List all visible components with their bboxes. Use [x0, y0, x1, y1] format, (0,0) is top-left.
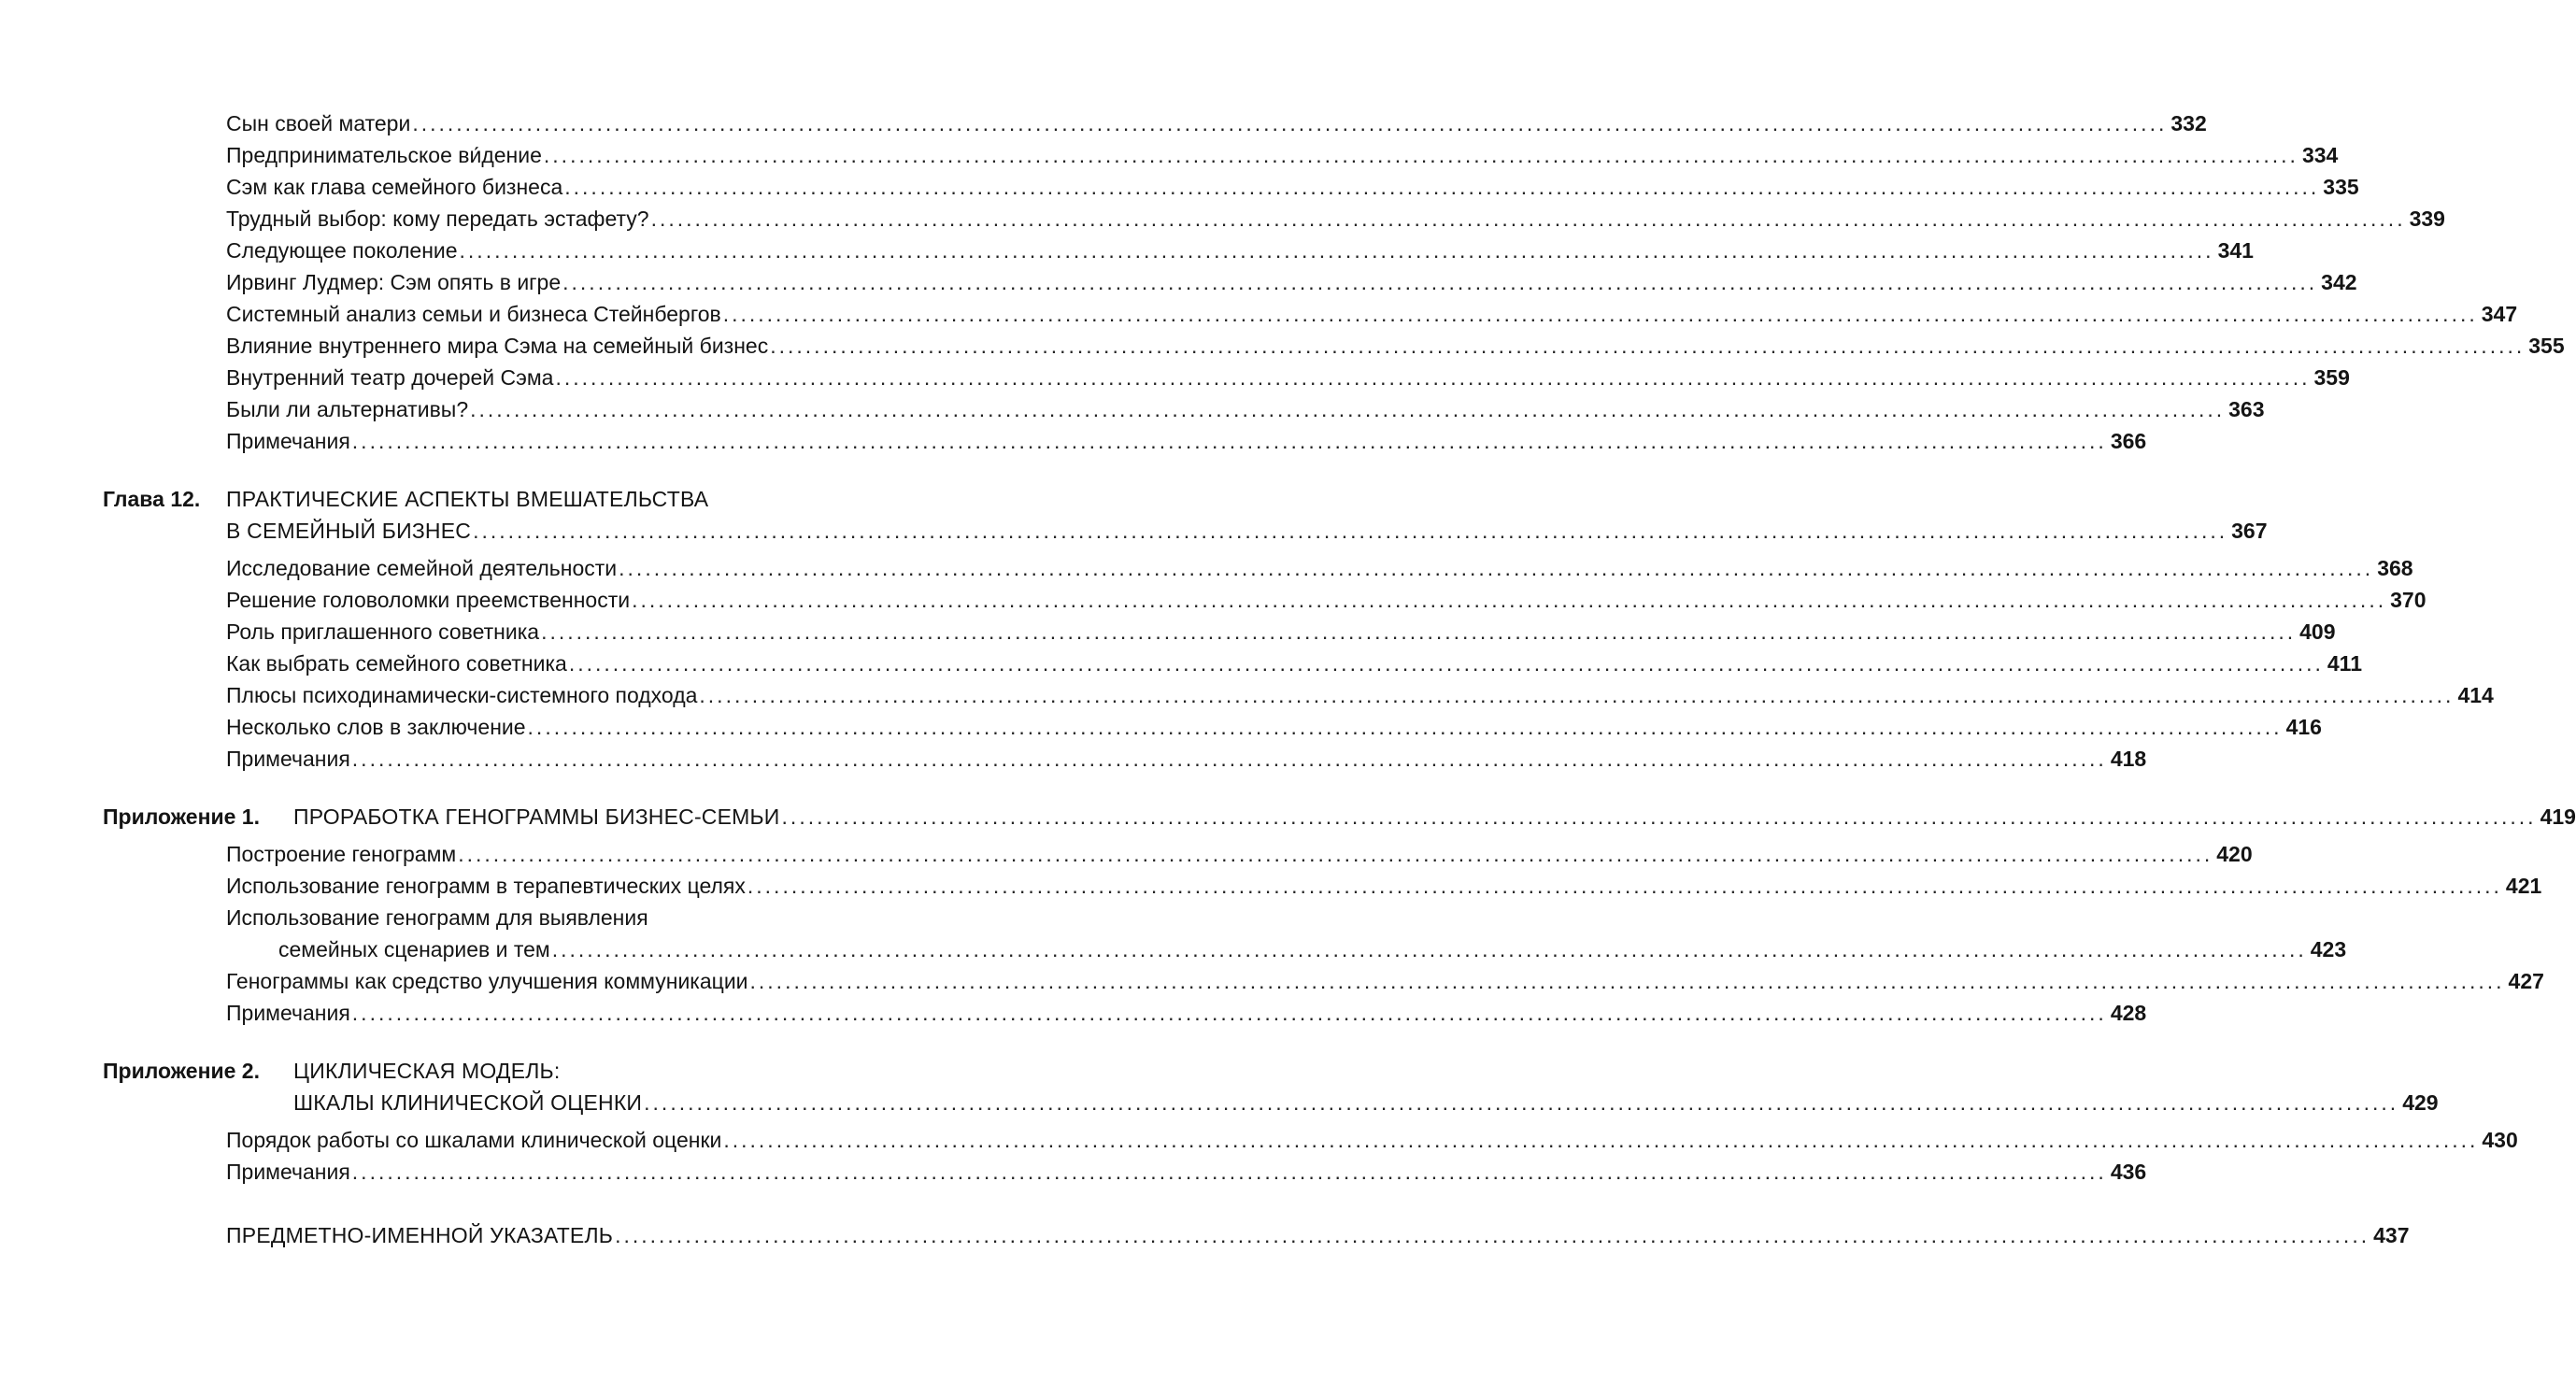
- appendix-heading: ШКАЛЫ КЛИНИЧЕСКОЙ ОЦЕНКИ: [293, 1090, 643, 1115]
- toc-entry-page: 421: [2505, 874, 2542, 898]
- toc-entry-page: 370: [2390, 588, 2427, 612]
- dot-leader: ........................................................................................................................................................................................................: [568, 651, 2324, 676]
- toc-entry: [0, 359, 2350, 391]
- dot-leader: ........................................................................................................................................................................................................: [527, 715, 2283, 739]
- toc-entry-page: 334: [2301, 143, 2339, 167]
- toc-entry-page: 427: [2508, 969, 2544, 993]
- toc-entry-page: 418: [2110, 747, 2147, 771]
- toc-entry-title: Сын своей матери: [226, 111, 411, 135]
- toc-entry-page: 428: [2110, 1001, 2147, 1025]
- appendix-heading: ПРОРАБОТКА ГЕНОГРАММЫ БИЗНЕС-СЕМЬИ: [293, 804, 780, 829]
- appendix-heading: ЦИКЛИЧЕСКАЯ МОДЕЛЬ:: [293, 1059, 561, 1083]
- dot-leader: ........................................................................................................................................................................................................: [351, 429, 2107, 453]
- dot-leader: ........................................................................................................................................................................................................: [650, 206, 2406, 231]
- toc-entry: [0, 200, 2445, 232]
- toc-entry: [0, 867, 2542, 899]
- toc-entry-page: 335: [2323, 175, 2359, 199]
- dot-leader: ........................................................................................................................................................................................................: [555, 365, 2311, 390]
- toc-entry-page: 363: [2228, 397, 2265, 421]
- toc-entry-title: Исследование семейной деятельности: [226, 556, 618, 580]
- dot-leader: ........................................................................................................................................................................................................: [770, 334, 2526, 358]
- toc-entry-page: 359: [2313, 365, 2350, 390]
- toc-entry-page: 416: [2285, 715, 2322, 739]
- toc-entry: [0, 994, 2147, 1026]
- toc-entry: [0, 835, 2253, 867]
- toc-entry-title: Решение головоломки преемственности: [226, 588, 631, 612]
- toc-entry-page: 342: [2321, 270, 2357, 294]
- toc-entry: [0, 232, 2254, 263]
- toc-entry-page: 341: [2217, 238, 2254, 263]
- dot-leader: ........................................................................................................................................................................................................: [412, 111, 2168, 135]
- toc-entry: [0, 422, 2147, 454]
- toc-entry-page: 436: [2110, 1160, 2147, 1184]
- toc-entry-page: 409: [2299, 619, 2336, 644]
- toc-entry: [0, 931, 2347, 962]
- chapter-label: Глава 12.: [103, 487, 201, 511]
- index-heading: ПРЕДМЕТНО-ИМЕННОЙ УКАЗАТЕЛЬ: [226, 1223, 614, 1247]
- toc-entry-title: Как выбрать семейного советника: [226, 651, 567, 676]
- toc-entry: [0, 740, 2147, 772]
- dot-leader: ........................................................................................................................................................................................................: [541, 619, 2297, 644]
- toc-entry-title: Построение генограмм: [226, 842, 457, 866]
- toc-entry: [0, 708, 2322, 740]
- toc-entry-page: 414: [2457, 683, 2494, 707]
- toc-entry-title: Ирвинг Лудмер: Сэм опять в игре: [226, 270, 562, 294]
- index-page: 437: [2373, 1223, 2410, 1247]
- toc-entry-title: Трудный выбор: кому передать эстафету?: [226, 206, 649, 231]
- dot-leader: ........................................................................................................................................................................................................: [722, 302, 2478, 326]
- appendix-label: Приложение 2.: [103, 1059, 260, 1083]
- dot-leader: ........................................................................................................................................................................................................: [747, 874, 2502, 898]
- toc-entry-page: 355: [2528, 334, 2565, 358]
- toc-entry-title: Роль приглашенного советника: [226, 619, 540, 644]
- dot-leader: ........................................................................................................................................................................................................: [562, 270, 2318, 294]
- dot-leader: ........................................................................................................................................................................................................: [351, 1001, 2107, 1025]
- toc-entry-title: Примечания: [226, 429, 350, 453]
- chapter-heading: В СЕМЕЙНЫЙ БИЗНЕС: [226, 519, 472, 543]
- toc-entry: [0, 613, 2336, 645]
- toc-entry-title: Генограммы как средство улучшения коммуникации: [226, 969, 748, 993]
- chapter-heading: ПРАКТИЧЕСКИЕ АСПЕКТЫ ВМЕШАТЕЛЬСТВА: [226, 487, 709, 511]
- toc-entry-title: Следующее поколение: [226, 238, 458, 263]
- toc-entry: [0, 168, 2359, 200]
- appendix-heading-line: [0, 1052, 934, 1084]
- toc-entry: [0, 327, 2565, 359]
- toc-entry-title: Внутренний театр дочерей Сэма: [226, 365, 554, 390]
- toc-entry-title: Сэм как глава семейного бизнеса: [226, 175, 563, 199]
- toc-entry-page: 366: [2110, 429, 2147, 453]
- chapter-page: 367: [2231, 519, 2268, 543]
- toc-entry: [0, 1153, 2147, 1185]
- toc-entry-page: 423: [2310, 937, 2347, 961]
- dot-leader: ........................................................................................................................................................................................................: [699, 683, 2455, 707]
- toc-entry-title: Влияние внутреннего мира Сэма на семейный бизнес: [226, 334, 769, 358]
- toc-entry-title: семейных сценариев и тем: [278, 937, 550, 961]
- toc-entry-page: 339: [2409, 206, 2445, 231]
- dot-leader: ........................................................................................................................................................................................................: [619, 556, 2374, 580]
- dot-leader: ........................................................................................................................................................................................................: [644, 1090, 2399, 1115]
- dot-leader: ........................................................................................................................................................................................................: [470, 397, 2226, 421]
- toc-entry-title: Примечания: [226, 1001, 350, 1025]
- dot-leader: ........................................................................................................................................................................................................: [564, 175, 2320, 199]
- toc-entry-title: Примечания: [226, 747, 350, 771]
- toc-entry-title: Примечания: [226, 1160, 350, 1184]
- appendix-page: 419: [2540, 804, 2576, 829]
- dot-leader: ........................................................................................................................................................................................................: [351, 1160, 2107, 1184]
- dot-leader: ........................................................................................................................................................................................................: [749, 969, 2505, 993]
- toc-entry: [0, 549, 2413, 581]
- appendix-page: 429: [2402, 1090, 2439, 1115]
- toc-entry: [0, 136, 2339, 168]
- chapter-heading-entry: [0, 512, 2268, 544]
- dot-leader: ........................................................................................................................................................................................................: [459, 238, 2214, 263]
- toc-entry-title: Несколько слов в заключение: [226, 715, 526, 739]
- appendix-heading-entry: [0, 1084, 2439, 1116]
- toc-entry: [0, 645, 2362, 676]
- toc-entry: [0, 391, 2265, 422]
- toc-entry: [0, 263, 2357, 295]
- toc-entry-title: Использование генограмм для выявления: [226, 905, 648, 930]
- dot-leader: ........................................................................................................................................................................................................: [615, 1223, 2370, 1247]
- dot-leader: ........................................................................................................................................................................................................: [351, 747, 2107, 771]
- dot-leader: ........................................................................................................................................................................................................: [543, 143, 2298, 167]
- dot-leader: ........................................................................................................................................................................................................: [458, 842, 2213, 866]
- toc-entry: [0, 295, 2518, 327]
- toc-entry-page: 420: [2216, 842, 2253, 866]
- toc-entry-page: 347: [2481, 302, 2518, 326]
- toc-entry-page: 368: [2377, 556, 2413, 580]
- toc-entry-page: 411: [2327, 651, 2362, 676]
- toc-entry: [0, 105, 2207, 136]
- toc-entry-page: 430: [2482, 1128, 2518, 1152]
- dot-leader: ........................................................................................................................................................................................................: [723, 1128, 2479, 1152]
- index-entry: [0, 1217, 2410, 1248]
- toc-entry-page: 332: [2170, 111, 2207, 135]
- toc-entry: [0, 1121, 2518, 1153]
- dot-leader: ........................................................................................................................................................................................................: [473, 519, 2228, 543]
- dot-leader: ........................................................................................................................................................................................................: [632, 588, 2387, 612]
- chapter-heading-line: [0, 480, 934, 512]
- appendix-label: Приложение 1.: [103, 804, 260, 829]
- toc-entry-title: Плюсы психодинамически-системного подхода: [226, 683, 698, 707]
- toc-entry-line: [0, 899, 934, 931]
- toc-entry-title: Порядок работы со шкалами клинической оценки: [226, 1128, 722, 1152]
- dot-leader: ........................................................................................................................................................................................................: [551, 937, 2307, 961]
- toc-entry-title: Использование генограмм в терапевтических целях: [226, 874, 746, 898]
- toc-entry-title: Предпринимательское ви́дение: [226, 143, 542, 167]
- appendix-heading-entry: [0, 798, 2576, 830]
- toc-entry-title: Системный анализ семьи и бизнеса Стейнбергов: [226, 302, 721, 326]
- dot-leader: ........................................................................................................................................................................................................: [781, 804, 2537, 829]
- toc-entry: [0, 676, 2494, 708]
- toc-entry: [0, 962, 2544, 994]
- toc-entry: [0, 581, 2427, 613]
- toc-entry-title: Были ли альтернативы?: [226, 397, 469, 421]
